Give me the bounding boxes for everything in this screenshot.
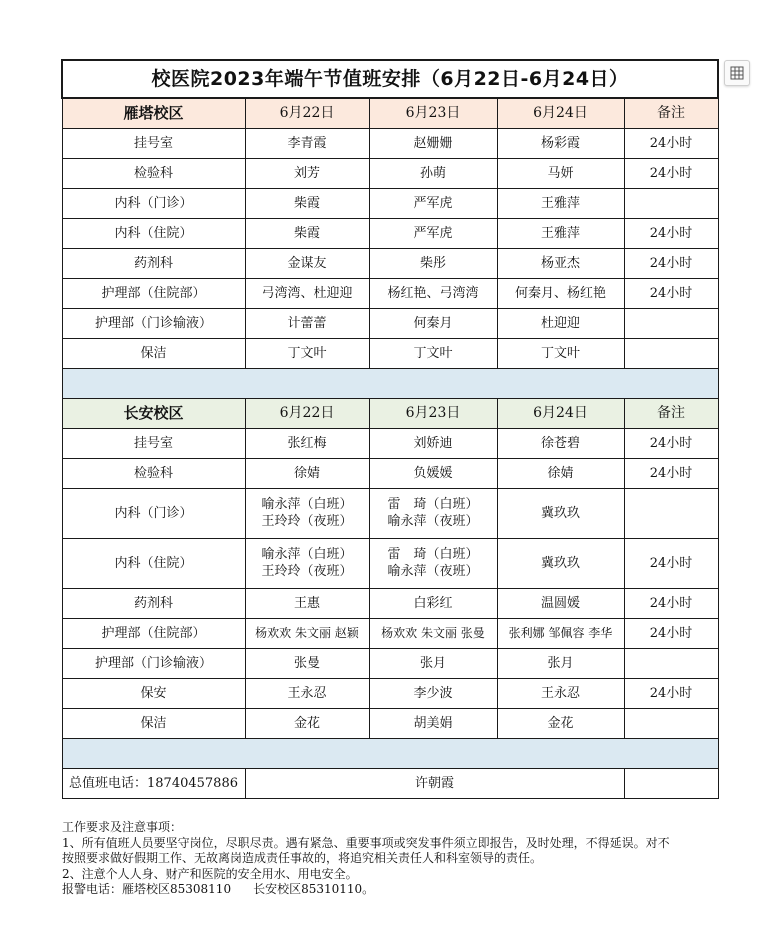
duty-cell: 杨彩霞 — [497, 128, 624, 158]
duty-cell: 李少波 — [369, 678, 497, 708]
duty-cell: 杨亚杰 — [497, 248, 624, 278]
note-cell: 24小时 — [624, 248, 718, 278]
duty-cell: 金花 — [245, 708, 369, 738]
dept-cell: 保洁 — [62, 708, 245, 738]
table-row — [62, 308, 718, 338]
shift-night: 王玲玲（夜班） — [261, 564, 353, 579]
grid-table-icon[interactable] — [724, 60, 750, 86]
dept-cell: 挂号室 — [62, 428, 245, 458]
dept-cell: 药剂科 — [62, 588, 245, 618]
duty-cell: 杨欢欢 朱文丽 张曼 — [369, 618, 497, 648]
note-cell: 24小时 — [624, 538, 718, 588]
duty-cell: 柴霞 — [245, 188, 369, 218]
dept-cell: 护理部（住院部） — [62, 278, 245, 308]
duty-cell: 王惠 — [245, 588, 369, 618]
duty-cell: 张月 — [497, 648, 624, 678]
note-item-1-line-1: 1、所有值班人员要坚守岗位，尽职尽责。遇有紧急、重要事项或突发事件须立即报告，及时处理，不得延误。对不 — [62, 835, 670, 850]
table-title: 校医院2023年端午节值班安排（6月22日-6月24日） — [62, 60, 718, 98]
duty-cell: 王永忍 — [497, 678, 624, 708]
campus-label: 雁塔校区 — [62, 98, 245, 128]
shift-night: 喻永萍（夜班） — [387, 514, 479, 529]
duty-cell: 严军虎 — [369, 218, 497, 248]
table-row — [62, 618, 718, 648]
section-divider — [62, 368, 718, 398]
shift-day: 雷 琦（白班） — [387, 497, 479, 512]
dept-cell: 护理部（门诊输液） — [62, 308, 245, 338]
duty-cell: 王雅萍 — [497, 188, 624, 218]
dept-cell: 保安 — [62, 678, 245, 708]
dept-cell: 检验科 — [62, 158, 245, 188]
duty-cell — [245, 488, 369, 538]
duty-cell: 丁文叶 — [245, 338, 369, 368]
dept-cell: 内科（住院） — [62, 218, 245, 248]
duty-cell: 胡美娟 — [369, 708, 497, 738]
dept-cell: 内科（门诊） — [62, 188, 245, 218]
yanta-header-row — [62, 98, 718, 128]
note-cell — [624, 308, 718, 338]
table-row — [62, 188, 718, 218]
table-row — [62, 338, 718, 368]
work-notes — [62, 820, 722, 898]
grid-table-icon-glyph — [730, 66, 744, 80]
dept-cell: 检验科 — [62, 458, 245, 488]
note-cell — [624, 708, 718, 738]
duty-cell — [369, 488, 497, 538]
table-row — [62, 128, 718, 158]
duty-cell: 杜迎迎 — [497, 308, 624, 338]
note-cell: 24小时 — [624, 218, 718, 248]
note-cell — [624, 488, 718, 538]
note-cell: 24小时 — [624, 278, 718, 308]
duty-cell: 何秦月 — [369, 308, 497, 338]
dept-cell: 保洁 — [62, 338, 245, 368]
table-row — [62, 648, 718, 678]
duty-cell: 弓湾湾、杜迎迎 — [245, 278, 369, 308]
note-cell: 24小时 — [624, 458, 718, 488]
chief-on-duty: 许朝霞 — [245, 768, 624, 798]
table-row — [62, 488, 718, 538]
duty-cell: 赵姗姗 — [369, 128, 497, 158]
note-cell: 24小时 — [624, 678, 718, 708]
table-row — [62, 708, 718, 738]
date-header: 6月22日 — [245, 98, 369, 128]
note-cell: 24小时 — [624, 588, 718, 618]
note-cell: 24小时 — [624, 428, 718, 458]
duty-cell: 冀玖玖 — [497, 538, 624, 588]
shift-day: 雷 琦（白班） — [387, 547, 479, 562]
table-row — [62, 248, 718, 278]
duty-cell: 刘娇迪 — [369, 428, 497, 458]
alarm-yanta: 报警电话：雁塔校区85308110 — [62, 882, 232, 896]
duty-cell: 张月 — [369, 648, 497, 678]
date-header: 6月23日 — [369, 98, 497, 128]
duty-cell: 张利娜 邹佩容 李华 — [497, 618, 624, 648]
note-cell: 24小时 — [624, 618, 718, 648]
note-cell — [624, 188, 718, 218]
table-row — [62, 678, 718, 708]
note-item-1-line-2: 按照要求做好假期工作、无故离岗造成责任事故的，将追究相关责任人和科室领导的责任。 — [62, 851, 543, 865]
date-header: 6月22日 — [245, 398, 369, 428]
duty-cell: 王永忍 — [245, 678, 369, 708]
note-cell — [624, 648, 718, 678]
duty-cell — [245, 538, 369, 588]
table-row — [62, 278, 718, 308]
dept-cell: 护理部（门诊输液） — [62, 648, 245, 678]
duty-cell: 柴霞 — [245, 218, 369, 248]
duty-cell: 张红梅 — [245, 428, 369, 458]
dept-cell: 药剂科 — [62, 248, 245, 278]
duty-cell: 徐婧 — [245, 458, 369, 488]
duty-cell: 杨欢欢 朱文丽 赵颖 — [245, 618, 369, 648]
duty-schedule-table — [61, 59, 719, 799]
duty-cell: 徐婧 — [497, 458, 624, 488]
duty-cell: 计蕾蕾 — [245, 308, 369, 338]
duty-cell: 丁文叶 — [369, 338, 497, 368]
footer-row — [62, 768, 718, 798]
duty-cell: 徐苍碧 — [497, 428, 624, 458]
duty-cell: 杨红艳、弓湾湾 — [369, 278, 497, 308]
duty-cell — [369, 538, 497, 588]
duty-cell: 白彩红 — [369, 588, 497, 618]
table-row — [62, 588, 718, 618]
date-header: 6月24日 — [497, 98, 624, 128]
section-divider — [62, 738, 718, 768]
note-header: 备注 — [624, 398, 718, 428]
note-cell: 24小时 — [624, 128, 718, 158]
dept-cell: 挂号室 — [62, 128, 245, 158]
duty-cell: 孙萌 — [369, 158, 497, 188]
duty-cell: 何秦月、杨红艳 — [497, 278, 624, 308]
shift-day: 喻永萍（白班） — [261, 497, 353, 512]
duty-cell: 张曼 — [245, 648, 369, 678]
note-cell: 24小时 — [624, 158, 718, 188]
divider-cell — [62, 368, 718, 398]
duty-cell: 李青霞 — [245, 128, 369, 158]
table-row — [62, 428, 718, 458]
alarm-phones — [62, 882, 722, 898]
campus-label: 长安校区 — [62, 398, 245, 428]
table-row — [62, 158, 718, 188]
date-header: 6月24日 — [497, 398, 624, 428]
note-cell — [624, 768, 718, 798]
duty-phone: 总值班电话：18740457886 — [62, 768, 245, 798]
duty-cell: 温圆媛 — [497, 588, 624, 618]
shift-day: 喻永萍（白班） — [261, 547, 353, 562]
duty-cell: 王雅萍 — [497, 218, 624, 248]
note-cell — [624, 338, 718, 368]
duty-cell: 金谋友 — [245, 248, 369, 278]
table-row — [62, 538, 718, 588]
divider-cell — [62, 738, 718, 768]
duty-cell: 负媛媛 — [369, 458, 497, 488]
dept-cell: 护理部（住院部） — [62, 618, 245, 648]
duty-cell: 金花 — [497, 708, 624, 738]
notes-heading: 工作要求及注意事项： — [62, 820, 183, 834]
table-row — [62, 218, 718, 248]
dept-cell: 内科（门诊） — [62, 488, 245, 538]
duty-cell: 丁文叶 — [497, 338, 624, 368]
shift-night: 王玲玲（夜班） — [261, 514, 353, 529]
date-header: 6月23日 — [369, 398, 497, 428]
alarm-changan: 长安校区85310110。 — [253, 882, 375, 896]
table-row — [62, 458, 718, 488]
note-header: 备注 — [624, 98, 718, 128]
duty-cell: 刘芳 — [245, 158, 369, 188]
shift-night: 喻永萍（夜班） — [387, 564, 479, 579]
duty-cell: 柴彤 — [369, 248, 497, 278]
dept-cell: 内科（住院） — [62, 538, 245, 588]
duty-cell: 冀玖玖 — [497, 488, 624, 538]
note-item-2: 2、注意个人人身、财产和医院的安全用水、用电安全。 — [62, 866, 358, 881]
duty-cell: 严军虎 — [369, 188, 497, 218]
duty-cell: 马妍 — [497, 158, 624, 188]
changan-header-row — [62, 398, 718, 428]
